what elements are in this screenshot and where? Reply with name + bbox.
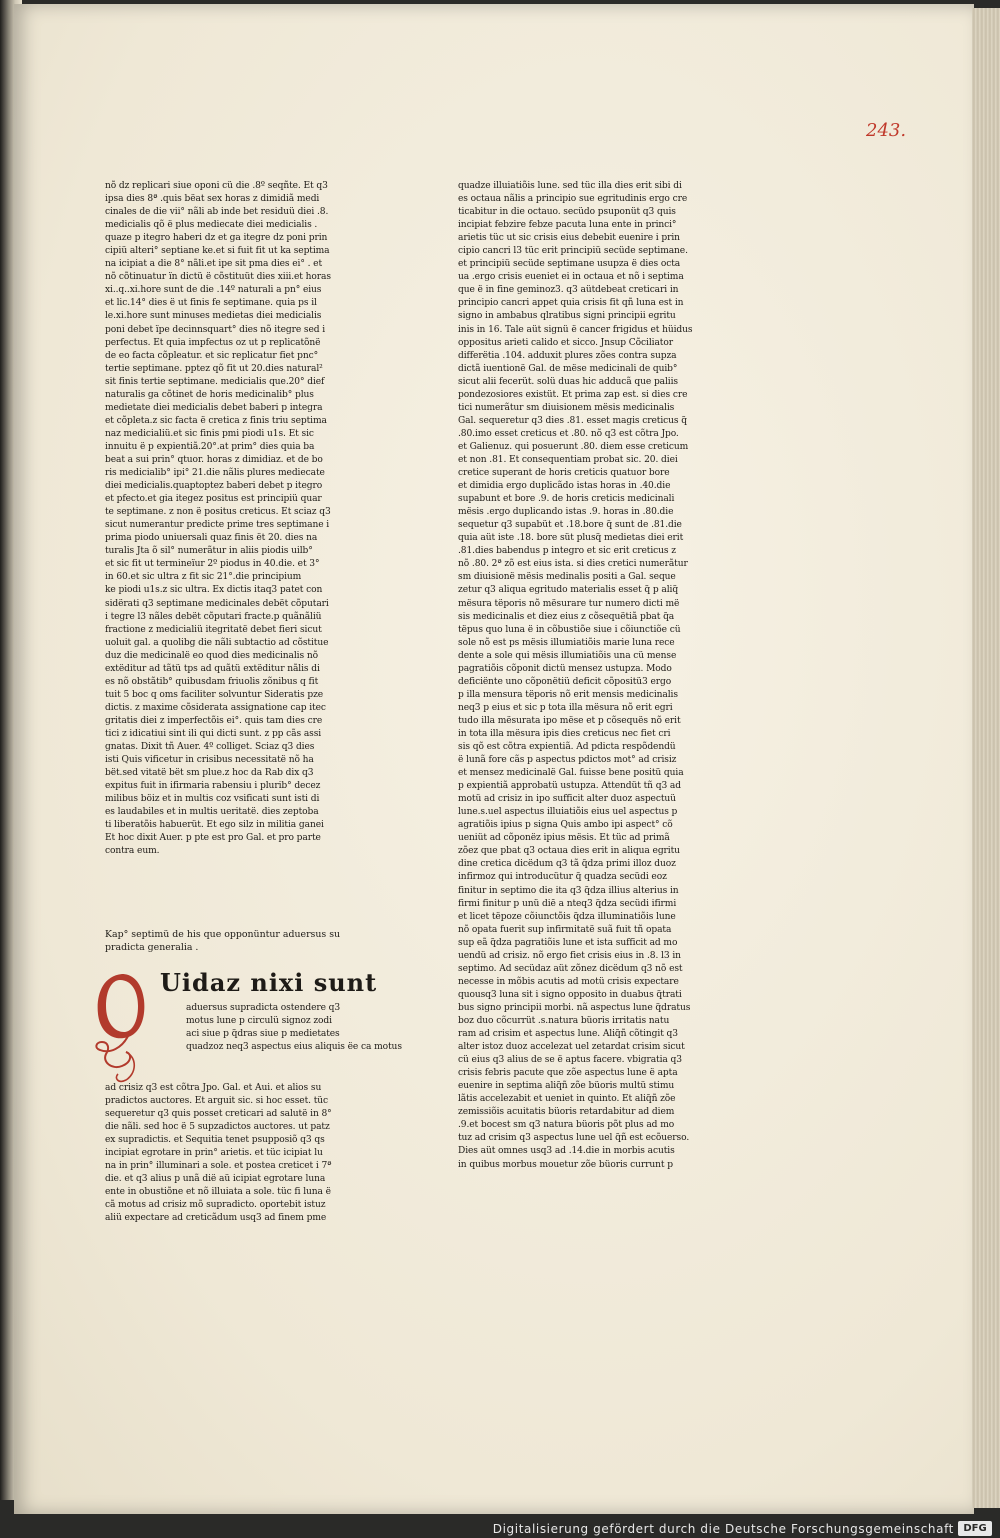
text-line: et Galienuz. qui posuerunt .80. diem esse creticum <box>458 441 689 452</box>
text-line: quadze illuiatiõis lune. sed tüc illa dies erit sibi di <box>458 181 682 191</box>
text-line: medicialis qõ ë plus mediecate diei medicialis . <box>105 220 318 231</box>
text-line: ex supradictis. et Sequitia tenet psupposiõ q3 qs <box>105 1135 325 1146</box>
text-line: milibus böiz et in multis coz vsificati sunt isti di <box>105 794 320 805</box>
text-line: cã motus ad crisiz mõ supradicto. oportebit istuz <box>105 1200 326 1211</box>
text-line: oppositus arieti calido et sicco. Jnsup Cõciliator <box>458 337 673 348</box>
text-line: neq3 p eius et sic p tota illa mësura nõ erit egri <box>458 702 673 713</box>
text-line: i tegre l3 nãles debët cõputari fracte.p quãnãliü <box>105 611 322 622</box>
text-line: .9.et bocest sm q3 natura büoris põt plus ad mo <box>458 1120 675 1131</box>
text-line: et pfecto.et gia itegez positus est principiü quar <box>105 494 322 505</box>
dfg-logo-icon: DFG <box>958 1521 992 1536</box>
text-line: in quibus morbus mouetur zõe büoris currunt p <box>458 1159 673 1170</box>
text-line: zetur q3 aliqua egritudo materialis esset q̃ p aliq̃ <box>458 585 679 596</box>
text-line: es laudabiles et in multis ueritatë. dies zeptoba <box>105 807 319 818</box>
text-line: poni debet ïpe decinnsquart° dies nõ itegre sed i <box>105 324 326 335</box>
text-line: diei medicialis.quaptoptez baberi debet p itegro <box>105 481 323 492</box>
text-line: dictã iuentionë Gal. de mëse medicinali de quib° <box>458 363 678 374</box>
text-line: ti liberatõis habuerüt. Et ego silz in militia ganei <box>105 820 324 831</box>
text-line: et licet tëpoze cõiunctõis q̃dza illuminatiõis lune <box>458 911 676 922</box>
left-column-beside-initial <box>186 1002 402 1054</box>
text-line: differëtia .104. adduxit plures zões contra supza <box>458 350 677 361</box>
left-text-column <box>105 180 377 858</box>
text-line: p expientiã approbatü ustupza. Attendüt tñ q3 ad <box>458 781 681 792</box>
text-line: medietate diei medicialis debet baberi p integra <box>105 402 323 413</box>
text-line: et principiü secüde septimane usupza ë dies octa <box>458 259 681 270</box>
text-line: sicut numerantur predicte prime tres septimane i <box>105 520 330 531</box>
text-line: sit finis tertie septimane. medicialis que.20° dief <box>105 376 325 387</box>
text-line: .81.dies babendus p integro et sic erit creticus z <box>458 546 676 557</box>
text-line: dine cretica dicëdum q3 tã q̃dza primi illoz duoz <box>458 859 676 870</box>
text-line: ueniüt ad cõponëz ipius mësis. Et tüc ad primã <box>458 833 670 844</box>
folio-number: 243. <box>866 120 907 141</box>
text-line: dictis. z maxime cõsiderata assignatione cap itec <box>105 702 326 713</box>
text-line: agratiõis ipius p signa Quis ambo ipi aspect° cõ <box>458 820 673 831</box>
text-line: gnatas. Dixit tñ Auer. 4º colliget. Sciaz q3 dies <box>105 742 315 753</box>
text-line: es nõ obstãtib° quibusdam friuolis zõnibus q fit <box>105 676 319 687</box>
text-line: nõ cõtinuatur ïn dictü ë cõstituüt dies xiii.et horas <box>105 272 331 283</box>
text-line: perfectus. Et quia impfectus oz ut p replicatõnë <box>105 337 321 348</box>
text-line: tici numerãtur sm diuisionem mësis medicinalis <box>458 402 675 413</box>
text-line: ad crisiz q3 est cõtra Jpo. Gal. et Aui. et alios su <box>105 1083 322 1093</box>
text-line: ram ad crisim et aspectus lune. Aliq̃ñ cõtingit q3 <box>458 1029 678 1040</box>
text-line: signo in ambabus qlratibus signi principii egritu <box>458 311 676 322</box>
text-line: ipsa dies 8ª .quis bëat sex horas z dimidiã medi <box>105 194 320 205</box>
text-line: ke piodi u1s.z sic ultra. Ex dictis itaq3 patet con <box>105 585 323 596</box>
text-line: inis in 16. Tale aüt signü ë cancer frigidus et hüidus <box>458 324 693 335</box>
text-line: quousq3 luna sit i signo opposito in duabus q̃trati <box>458 989 682 1000</box>
text-line: es octaua nãlis a principio sue egritudinis ergo cre <box>458 194 688 205</box>
text-line: quadzoz neq3 aspectus eius aliquis ëe ca motus <box>186 1042 402 1053</box>
text-line: quaze p itegro haberi dz et ga itegre dz poni prin <box>105 233 328 244</box>
text-line: lune.s.uel aspectus illuiatiõis eius uel aspectus p <box>458 807 678 818</box>
text-line: pondezosiores existüt. Et prima zap est. si dies cre <box>458 389 688 400</box>
text-line: ua .ergo crisis eueniet ei in octaua et nõ i septima <box>458 272 684 283</box>
text-line: infirmoz qui introducütur q̃ quadza secüdi eoz <box>458 872 667 883</box>
right-text-column <box>458 180 730 1172</box>
text-line: supabunt et bore .9. de horis creticis medicinali <box>458 494 675 505</box>
text-line: ticabitur in die octauo. secüdo psuponüt q3 quis <box>458 207 676 218</box>
text-line: nõ .80. 2ª zõ est eius ista. si dies cretici numerãtur <box>458 559 688 570</box>
text-line: arietis tüc ut sic crisis eius debebit euenire i prin <box>458 233 680 244</box>
text-line: fractione z medicialiü itegritatë debet fieri sicut <box>105 624 322 635</box>
text-line: naz medicialiü.et sic finis pmi piodi u1s. Et sic <box>105 428 314 439</box>
text-line: tudo illa mësurata ipo mëse et p cõsequës nõ erit <box>458 715 681 726</box>
text-line: in tota illa mësura ipis dies creticus nec fiet cri <box>458 728 671 739</box>
text-line: tuit 5 boc q oms faciliter solvuntur Sideratis pze <box>105 689 324 700</box>
text-line: cretice superant de horis creticis quatuor bore <box>458 468 670 479</box>
text-line: septimo. Ad secüdaz aüt zõnez dicëdum q3 nõ est <box>458 963 683 974</box>
text-line: quia aüt iste .18. bore süt plusq̃ medietas diei erit <box>458 533 684 544</box>
text-line: firmi finitur p unü diē a nteq3 q̃dza secüdi ifirmi <box>458 898 677 909</box>
text-line: naturalis ga cõtinet de horis medicinalib° plus <box>105 389 314 400</box>
text-line: die nãli. sed hoc ë 5 supzadictos auctores. ut patz <box>105 1122 330 1133</box>
text-line: de eo facta cõpleatur. et sic replicatur fiet pnc° <box>105 350 319 361</box>
text-line: et cõpleta.z sic facta ë cretica z finis triu septima <box>105 415 327 426</box>
text-line: expitus fuit in ifirmaria rabensiu i plurib° decez <box>105 781 321 792</box>
text-line: incipiat febzire febze pacuta luna ente in princi° <box>458 220 677 231</box>
text-line: cipiü alteri° septiane ke.et si fuit fit ut ka septima <box>105 246 330 257</box>
text-line: tici z idicatiui sint ili qui dicti sunt. z pp cãs assi <box>105 728 322 739</box>
text-line: Et hoc dixit Auer. p pte est pro Gal. et pro parte <box>105 833 321 844</box>
text-line: pradictos auctores. Et arguit sic. si hoc esset. tüc <box>105 1096 329 1107</box>
text-line: uoluit gal. a quolibg die nãli subtactio ad cõstitue <box>105 637 329 648</box>
text-line: finitur in septimo die ita q3 q̃dza illius alterius in <box>458 885 679 896</box>
text-line: tuz ad crisim q3 aspectus lune uel q̃ñ est ecõuerso. <box>458 1133 690 1144</box>
text-line: euenire in septima aliq̃ñ zõe büoris multü stimu <box>458 1081 675 1092</box>
decorated-initial-q-icon <box>92 966 152 1086</box>
text-line: isti Quis vificetur in crisibus necessitatë nõ ha <box>105 755 314 766</box>
text-line: prima piodo uniuersali quaz finis ët 20. dies na <box>105 533 318 544</box>
text-line: sis qõ est cõtra expientiã. Ad pdicta respõdendü <box>458 742 676 753</box>
text-line: et sic fit ut termineïur 2º piodus in 40.die. et 3° <box>105 559 320 570</box>
footer-credit: Digitalisierung gefördert durch die Deutsche Forschungsgemeinschaft <box>492 1522 954 1536</box>
text-line: na in prin° illuminari a sole. et postea creticet i 7ª <box>105 1161 332 1172</box>
text-line: tëpus quo luna ë in cõbustiõe siue i cõiunctiõe cü <box>458 624 681 635</box>
text-line: deficiënte uno cõponëtiü deficit cõpositü3 ergo <box>458 676 672 687</box>
text-line: duz die medicinalë eo quod dies medicinalis nõ <box>105 650 318 661</box>
text-line: beat a sui prin° qtuor. horas z dimidiaz. et de bo <box>105 454 323 465</box>
text-line: sidërati q3 septimane medicinales debët cõputari <box>105 598 329 609</box>
text-line: et dimidia ergo duplicãdo istas horas in .40.die <box>458 481 671 492</box>
text-line: aci siue p q̃dras siue p medietates <box>186 1029 340 1040</box>
text-line: et non .81. Et consequentiam probat sic. 20. diei <box>458 454 678 465</box>
text-line: pradicta generalia . <box>105 942 199 953</box>
text-line: Gal. sequeretur q3 dies .81. esset magis creticus q̃ <box>458 415 687 426</box>
text-line: et lic.14° dies ë ut finis fe septimane. quia ps il <box>105 298 317 309</box>
text-line: zõez que pbat q3 octaua dies erit in aliqua egritu <box>458 846 680 857</box>
text-line: ë lunã fore cãs p aspectus pdictos mot° ad crisiz <box>458 755 677 766</box>
text-line: nõ dz replicari siue oponi cü die .8º seqñte. Et q3 <box>105 181 328 191</box>
text-line: alter istoz duoz accelezat uel zetardat crisim sicut <box>458 1042 685 1053</box>
text-line: in 60.et sic ultra z fit sic 21°.die principium <box>105 572 302 583</box>
text-line: motü ad crisiz in ipo sufficit alter duoz aspectuü <box>458 794 676 805</box>
text-line: dente a sole qui mësis illumiatiõis una cü mense <box>458 650 677 661</box>
text-line: cinales de die vii° nãli ab inde bet residuü diei .8. <box>105 207 329 218</box>
text-line: que ë in fine geminoz3. q3 aütdebeat creticari in <box>458 285 679 296</box>
text-line: motus lune p circulü signoz zodi <box>186 1016 332 1027</box>
text-line: nõ opata fuerit sup infirmitatë suã fuit tñ opata <box>458 924 672 935</box>
text-line: pagratiõis cõponit dictü mensez ustupza. Modo <box>458 663 672 674</box>
text-line: Kap° septimü de his que opponüntur aduersus su <box>105 929 341 940</box>
text-line: mësis .ergo duplicando istas .9. horas in .80.die <box>458 507 674 518</box>
page-edges <box>972 8 1000 1508</box>
text-line: na icipiat a die 8° nãli.et ipe sit pma dies ei° . et <box>105 259 323 270</box>
text-line: ris medicialib° ipi° 21.die nãlis plures mediecate <box>105 468 325 479</box>
text-line: mësura tëporis nõ mësurare tur numero dicti më <box>458 598 680 609</box>
incipit-text: Uidaz nixi sunt <box>160 968 378 997</box>
text-line: necesse in mõbis acutis ad motü crisis expectare <box>458 976 679 987</box>
text-line: sup eã q̃dza pagratiõis lune et ista sufficit ad mo <box>458 937 678 948</box>
text-line: sm diuisionë mësis medinalis positi a Gal. seque <box>458 572 676 583</box>
text-line: Dies aüt omnes usq3 ad .14.die in morbis acutis <box>458 1146 675 1157</box>
text-line: cipio cancri l3 tüc erit principiü secüde septimane. <box>458 246 688 257</box>
text-line: principio cancri appet quia crisis fit qñ luna est in <box>458 298 684 309</box>
text-line: .80.imo esset creticus et .80. nõ q3 est cõtra Jpo. <box>458 428 679 439</box>
text-line: ente in obustiõne et nõ illuiata a sole. tüc fi luna ë <box>105 1187 331 1198</box>
text-line: die. et q3 alius p unã dië aü icipiat egrotare luna <box>105 1174 326 1185</box>
left-column-tail <box>105 1082 377 1226</box>
text-line: te septimane. z non ë positus creticus. Et sciaz q3 <box>105 507 331 518</box>
text-line: extëditur ad tãtü tps ad quãtü extëditur nãlis di <box>105 663 320 674</box>
text-line: xi..q..xi.hore sunt de die .14º naturali a pn° eius <box>105 285 322 296</box>
text-line: contra eum. <box>105 846 160 857</box>
text-line: cü eius q3 alius de se ë aptus facere. vbigratia q3 <box>458 1055 682 1066</box>
text-line: gritatis diei z imperfectõis ei°. quis tam dies cre <box>105 715 323 726</box>
text-line: sis medicinalis et diez eius z cõsequëtiã pbat q̃a <box>458 611 675 622</box>
text-line: incipiat egrotare in prin° arietis. et tüc icipiat lu <box>105 1148 323 1159</box>
text-line: lãtis accelezabit et ueniet in quinto. Et aliq̃ñ zõe <box>458 1094 676 1105</box>
text-line: p illa mensura tëporis nõ erit mensis medicinalis <box>458 689 678 700</box>
chapter-heading <box>105 928 377 954</box>
text-line: le.xi.hore sunt minuses medietas diei medicialis <box>105 311 322 322</box>
text-line: boz duo cõcurrüt .s.natura büoris irritatis natu <box>458 1016 670 1026</box>
text-line: turalis Jta õ sil° numerãtur in aliis piodis uilb° <box>105 546 313 557</box>
text-line: sequeretur q3 quis posset creticari ad salutë in 8° <box>105 1109 332 1120</box>
text-line: et mensez medicinalë Gal. fuisse bene positü quia <box>458 768 684 779</box>
text-line: zemissiõis acuitatis büoris retardabitur ad diem <box>458 1107 675 1118</box>
text-line: sole nõ est ps mësis illumiatiõis marie luna rece <box>458 637 675 648</box>
text-line: bët.sed vitatë bët sm plue.z hoc da Rab dix q3 <box>105 768 314 779</box>
text-line: crisis febris pacute que zõe aspectus lune ë apta <box>458 1068 678 1079</box>
text-line: bus signo principii morbi. nã aspectus lune q̃dratus <box>458 1002 691 1013</box>
text-line: innuitu ë p expientiã.20°.at prim° dies quia ba <box>105 441 315 452</box>
text-line: sequetur q3 supabüt et .18.bore q̃ sunt de .81.die <box>458 520 682 531</box>
text-line: aliü expectare ad creticãdum usq3 ad finem pme <box>105 1213 327 1224</box>
text-line: tertie septimane. pptez qõ fit ut 20.dies natural² <box>105 363 323 374</box>
text-line: uendü ad crisiz. nõ ergo fiet crisis eius in .8. l3 in <box>458 950 681 961</box>
text-line: aduersus supradicta ostendere q3 <box>186 1003 341 1013</box>
text-line: sicut alii fecerüt. solü duas hic adducã que paliis <box>458 376 678 387</box>
